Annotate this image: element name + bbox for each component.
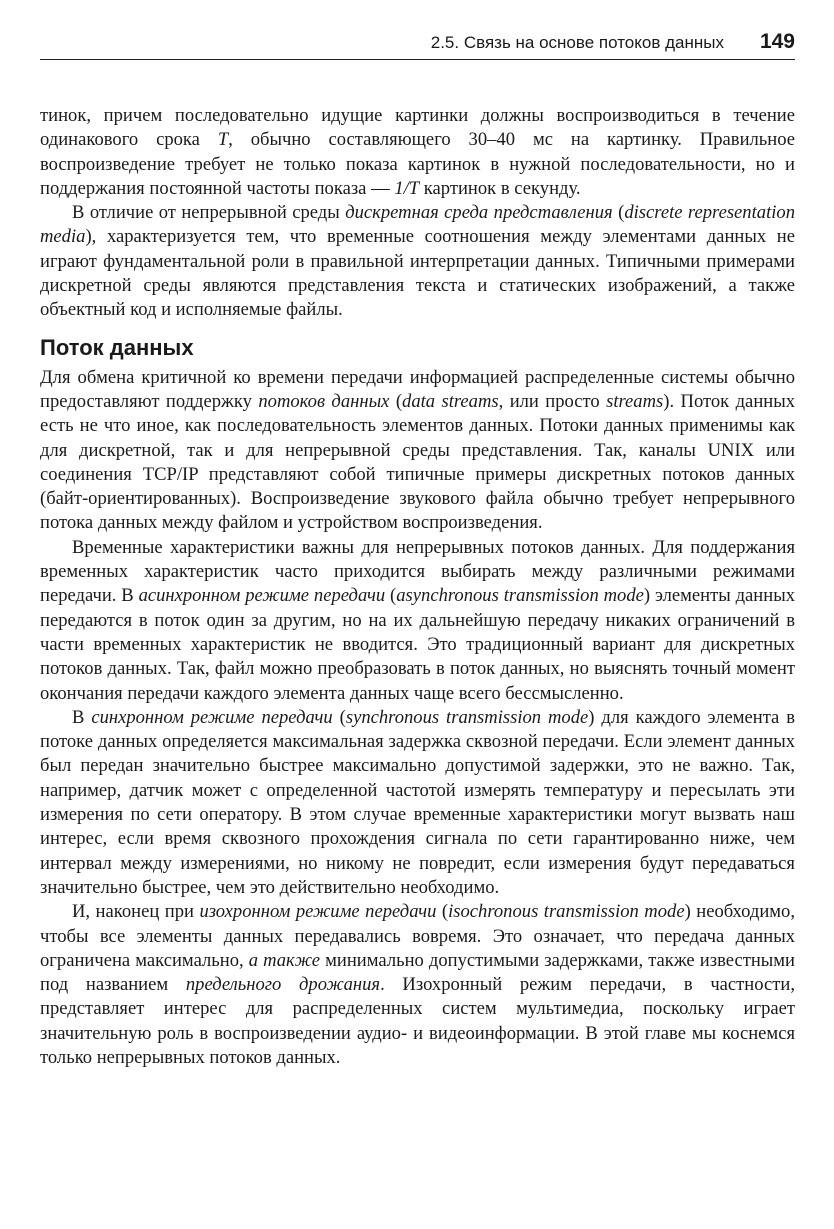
text-run: ), характеризуется тем, что временные соотношения между элементами данных не играют фундаментальной роли в правильной интерпретации данных. Типичными примерами дискретной среды являются представления текста и статических изображений, а также объектный код и исполняемые файлы. (40, 226, 795, 321)
italic-term: дискретная среда представления (345, 202, 613, 224)
text-run: ) элементы данных передаются в поток один за другим, но на их дальнейшую передачу никаких ограничений в части временных характеристик не вводится. Это традиционный вариант для дискретных потоков данных. Так, файл можно преобразовать в поток данных, но выяснять точный момент окончания передачи каждого элемента данных чаще всего бессмысленно. (40, 585, 795, 704)
paragraphs-after-heading (40, 366, 795, 1071)
italic-term: асинхронном режиме передачи (138, 585, 386, 607)
text-run: Временные характеристики важны для непрерывных потоков данных. Для поддержания временных характеристик часто приходится выбирать между различными режимами передачи. В (40, 536, 795, 607)
text-run: ( (385, 585, 397, 607)
text-run: минимально допустимыми задержками, также известными под названием (40, 949, 795, 996)
paragraph (40, 104, 795, 201)
text-run: В отличие от непрерывной среды (72, 202, 346, 224)
text-run: ) необходимо, чтобы все элементы данных передавались вовремя. Это означает, что передача данных ограничена максимально, (40, 901, 795, 971)
italic-term: asynchronous transmission mode (396, 585, 644, 607)
running-header (40, 30, 795, 60)
text-run: , обычно составляющего 30–40 мс на картинку. Правильное воспроизведение требует не только показа картинок в нужной последовательности, но и поддержания постоянной частоты показа — (40, 129, 796, 199)
text-run: И, наконец при (72, 901, 200, 923)
text-run: В (72, 706, 92, 728)
text-run: , или просто (498, 390, 607, 412)
text-run: ( (436, 901, 449, 923)
italic-term: discrete representation media (40, 202, 795, 248)
text-run: . Изохронный режим передачи, в частности, представляет интерес для распределенных систем мультимедиа, поскольку играет значительную роль в воспроизведении аудио- и видеоинформации. В этой главе мы коснемся только непрерывных потоков данных. (40, 974, 795, 1068)
paragraph (40, 900, 795, 1070)
italic-term: T (217, 129, 229, 151)
text-run: картинок в секунду. (419, 177, 581, 199)
italic-term: isochronous transmission mode (448, 901, 685, 923)
paragraph (40, 536, 795, 706)
text-run: ( (612, 202, 625, 224)
italic-term: потоков данных (258, 390, 390, 412)
text-run: тинок, причем последовательно идущие картинки должны воспроизводиться в течение одинакового срока (40, 105, 795, 151)
italic-term: 1/T (394, 177, 420, 199)
book-page (40, 30, 795, 1070)
italic-term: data streams (402, 390, 499, 412)
text-run: ( (389, 390, 403, 412)
text-run: ) для каждого элемента в потоке данных определяется максимальная задержка сквозной передачи. Если элемент данных был передан значительно быстрее максимально допустимой задержки, это не важно. Так, например, датчик может с определенной частотой измерять температуру и пересылать эти измерения по сети оператору. В этом случае временные характеристики могут вызвать наш интерес, если время сквозного прохождения сигнала по сети гарантированно ниже, чем интервал между измерениями, но никому не повредит, если измерения будут передаваться значительно быстрее, чем это действительно необходимо. (40, 706, 795, 898)
paragraph (40, 366, 795, 536)
section-heading: Поток данных (40, 334, 194, 360)
paragraph (40, 706, 795, 900)
italic-term: streams (606, 390, 664, 412)
text-run: Для обмена критичной ко времени передачи информацией распределенные системы обычно предоставляют поддержку (40, 366, 795, 412)
text-run: ( (332, 706, 346, 728)
body-text (40, 104, 795, 1070)
running-header-section-title: 2.5. Связь на основе потоков данных (430, 33, 724, 52)
italic-term: синхронном режиме передачи (91, 706, 333, 728)
page-number: 149 (759, 30, 795, 53)
italic-term: а также (248, 949, 321, 971)
text-run: ). Поток данных есть не что иное, как последовательность элементов данных. Потоки данных применимы как для дискретной, так и для непрерывной среды представления. Так, каналы UNIX или соединения TCP/IP представляют собой типичные примеры дискретных потоков данных (байт-ориентированных). Воспроизведение звукового файла обычно требует непрерывного потока данных между файлом и устройством воспроизведения. (40, 390, 796, 534)
italic-term: предельного дрожания (185, 974, 381, 996)
italic-term: synchronous transmission mode (345, 706, 589, 728)
paragraph (40, 201, 795, 322)
paragraphs-before-heading (40, 104, 795, 323)
italic-term: изохронном режиме передачи (199, 901, 437, 923)
